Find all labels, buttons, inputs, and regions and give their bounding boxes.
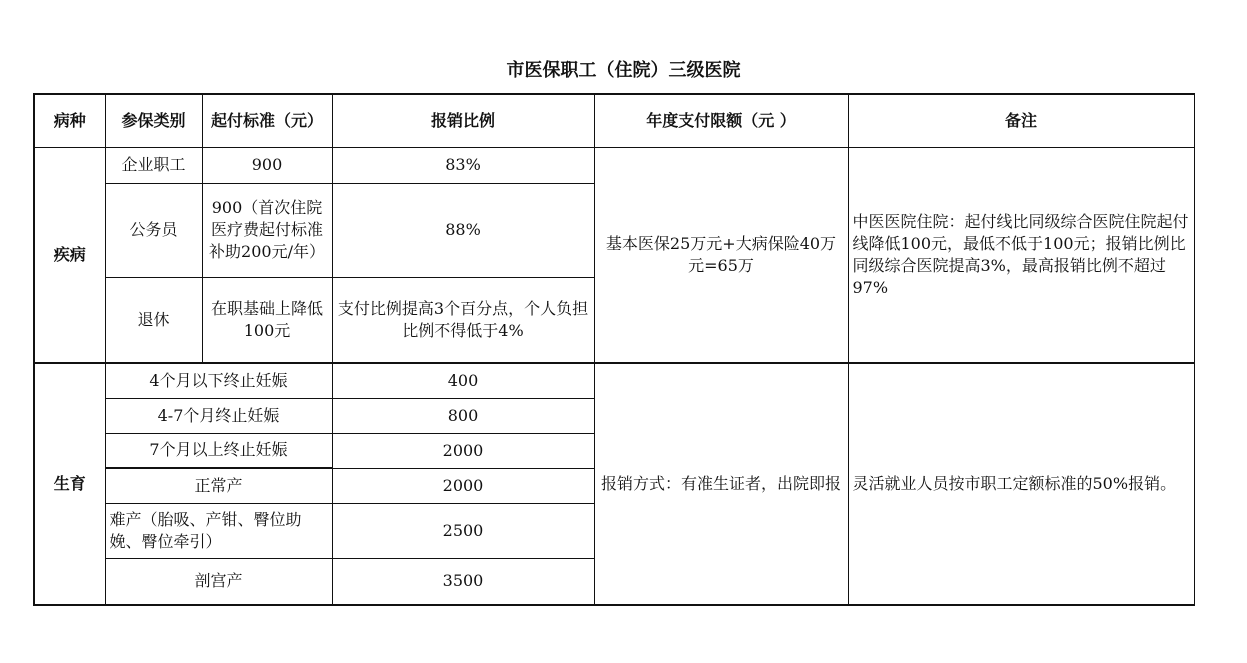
header-ratio: 报销比例 [332,94,594,147]
header-insured-type: 参保类别 [105,94,202,147]
ratio-cell: 88% [332,183,594,277]
table-row [34,147,1194,183]
maternity-type-cell: 剖宫产 [105,558,332,605]
maternity-type-cell: 难产（胎吸、产钳、臀位助娩、臀位牵引） [105,503,332,558]
insurance-table [33,93,1195,606]
maternity-type-cell: 正常产 [105,468,332,503]
table-row [34,363,1194,398]
amount-cell: 3500 [332,558,594,605]
amount-cell: 800 [332,398,594,433]
page-title: 市医保职工（住院）三级医院 [506,60,741,81]
amount-cell: 2500 [332,503,594,558]
header-disease: 病种 [34,94,105,147]
maternity-type-cell: 7个月以上终止妊娠 [105,433,332,468]
header-remarks: 备注 [848,94,1194,147]
header-annual-limit: 年度支付限额（元 ） [594,94,848,147]
insured-type-cell: 退休 [105,277,202,363]
ratio-cell: 支付比例提高3个百分点，个人负担比例不得低于4% [332,277,594,363]
maternity-type-cell: 4-7个月终止妊娠 [105,398,332,433]
illness-remarks: 中医医院住院：起付线比同级综合医院住院起付线降低100元，最低不低于100元；报销比例比同级综合医院提高3%，最高报销比例不超过97% [848,147,1194,363]
header-deductible: 起付标准（元） [202,94,332,147]
maternity-annual-limit: 报销方式：有准生证者，出院即报 [594,363,848,605]
deductible-cell: 900（首次住院医疗费起付标准补助200元/年） [202,183,332,277]
table-header-row [34,94,1194,147]
category-illness: 疾病 [34,147,105,363]
deductible-cell: 900 [202,147,332,183]
maternity-remarks: 灵活就业人员按市职工定额标准的50%报销。 [848,363,1194,605]
insured-type-cell: 企业职工 [105,147,202,183]
category-maternity: 生育 [34,363,105,605]
ratio-cell: 83% [332,147,594,183]
amount-cell: 2000 [332,468,594,503]
maternity-type-cell: 4个月以下终止妊娠 [105,363,332,398]
insured-type-cell: 公务员 [105,183,202,277]
amount-cell: 2000 [332,433,594,468]
deductible-cell: 在职基础上降低100元 [202,277,332,363]
amount-cell: 400 [332,363,594,398]
illness-annual-limit: 基本医保25万元+大病保险40万元=65万 [594,147,848,363]
